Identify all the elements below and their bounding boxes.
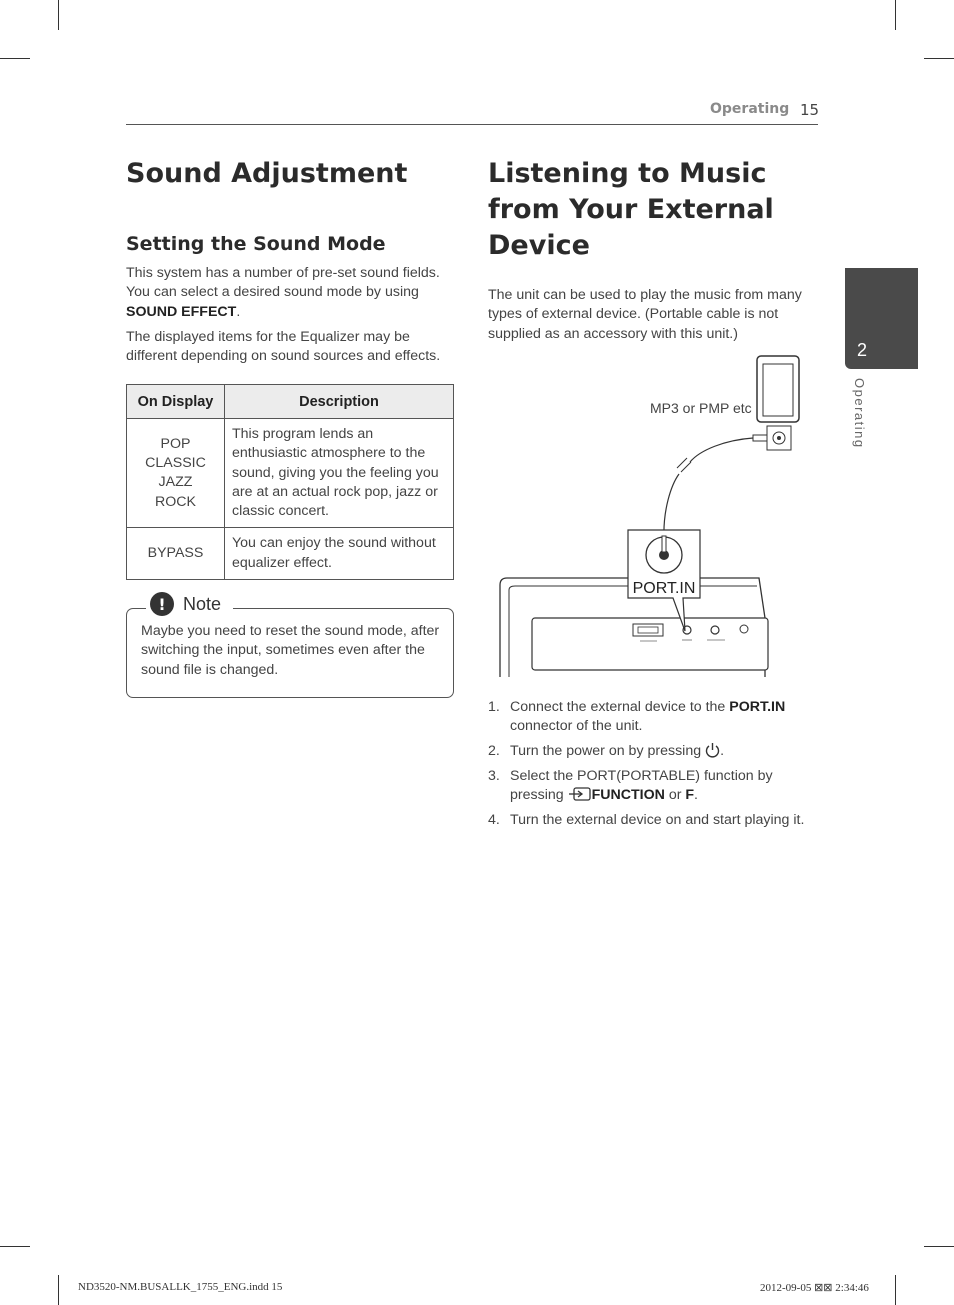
crop-mark [895,1275,896,1305]
step-number: 2. [488,743,500,760]
description-cell: You can enjoy the sound without equalizer effect. [225,528,454,580]
step-text: . [694,787,698,804]
crop-mark [58,0,59,30]
sound-effect-keyword: SOUND EFFECT [126,303,237,320]
device-label: MP3 or PMP etc [650,400,752,416]
device-jack-center [777,436,781,440]
crop-mark [0,1246,30,1247]
title-line: from Your External [488,194,774,225]
title-line: Listening to Music [488,158,767,189]
intro-period: . [236,303,241,320]
port-plug-icon [662,536,666,552]
cable-break-mark [677,458,691,472]
sound-mode-table [126,384,454,580]
list-item [488,742,818,761]
intro-paragraph [126,264,456,322]
display-cell [127,419,225,528]
chapter-label: Operating [852,378,867,449]
display-cell [127,528,225,580]
note-header [146,592,233,616]
portable-player-illustration [757,356,799,422]
list-item [488,811,818,830]
function-input-icon [568,786,592,802]
cable [664,474,679,538]
cable-plug [753,435,767,441]
description-cell: This program lends an enthusiastic atmosphere to the sound, giving you the feeling you are at an actual rock pop, jazz or classic concert. [225,419,454,528]
intro-text: This system has a number of pre-set sound fields. You can select a desired sound mode by using [126,265,440,301]
step-text: Connect the external device to the [510,699,730,715]
footer-timestamp: 2012-09-05 ⊠⊠ 2:34:46 [760,1282,869,1294]
crop-mark [58,1275,59,1305]
step-number: 1. [488,699,500,715]
running-header-section: Operating [710,101,790,117]
crop-mark [924,58,954,59]
port-label: PORT.IN [632,580,696,597]
table-row [127,528,454,580]
column-header-display: On Display [127,385,225,419]
exclamation-icon: ! [150,592,174,616]
step-text: Turn the external device on and start playing it. [510,811,805,828]
table-row [127,419,454,528]
step-text: Select the PORT(PORTABLE) function by pressing [510,767,773,804]
step-text: Turn the power on by pressing [510,743,706,760]
list-item [488,698,818,737]
chapter-tab [845,268,918,369]
mode-jazz: JAZZ [158,474,193,491]
footer-file-info: ND3520-NM.BUSALLK_1755_ENG.indd 15 [78,1281,283,1293]
page-number: 15 [800,101,820,119]
mode-bypass: BYPASS [147,545,204,562]
note-title: Note [183,593,222,614]
section-title-sound-adjustment: Sound Adjustment [126,158,408,189]
column-header-description: Description [225,385,454,419]
connection-diagram [495,350,805,680]
mode-rock: ROCK [155,493,196,510]
cable [690,438,753,462]
step-number: 4. [488,811,500,828]
note-text: Maybe you need to reset the sound mode, after switching the input, sometimes even after the sound file is changed. [141,623,440,678]
crop-mark [895,0,896,30]
step-keyword: F [685,787,695,804]
power-icon [705,742,720,758]
section-title-external-device [488,156,774,264]
title-line: Device [488,230,590,261]
step-keyword: FUNCTION [591,787,665,804]
list-item [488,767,818,806]
mode-pop: POP [160,435,191,452]
chapter-number: 2 [857,340,868,360]
table-header-row [127,385,454,419]
crop-mark [0,58,30,59]
crop-mark [924,1246,954,1247]
external-intro-paragraph: The unit can be used to play the music from many types of external device. (Portable cable is not supplied as an accessory with this unit.) [488,287,802,342]
step-keyword: PORT.IN [729,699,786,715]
header-rule [126,124,818,125]
step-text: . [720,743,725,760]
step-text: or [664,787,686,804]
mode-classic: CLASSIC [145,454,206,471]
subsection-title-sound-mode: Setting the Sound Mode [126,233,386,255]
step-text: connector of the unit. [510,718,643,735]
step-number: 3. [488,767,500,784]
instruction-steps [488,698,818,836]
equalizer-paragraph: The displayed items for the Equalizer may be different depending on sound sources and effects. [126,329,441,365]
